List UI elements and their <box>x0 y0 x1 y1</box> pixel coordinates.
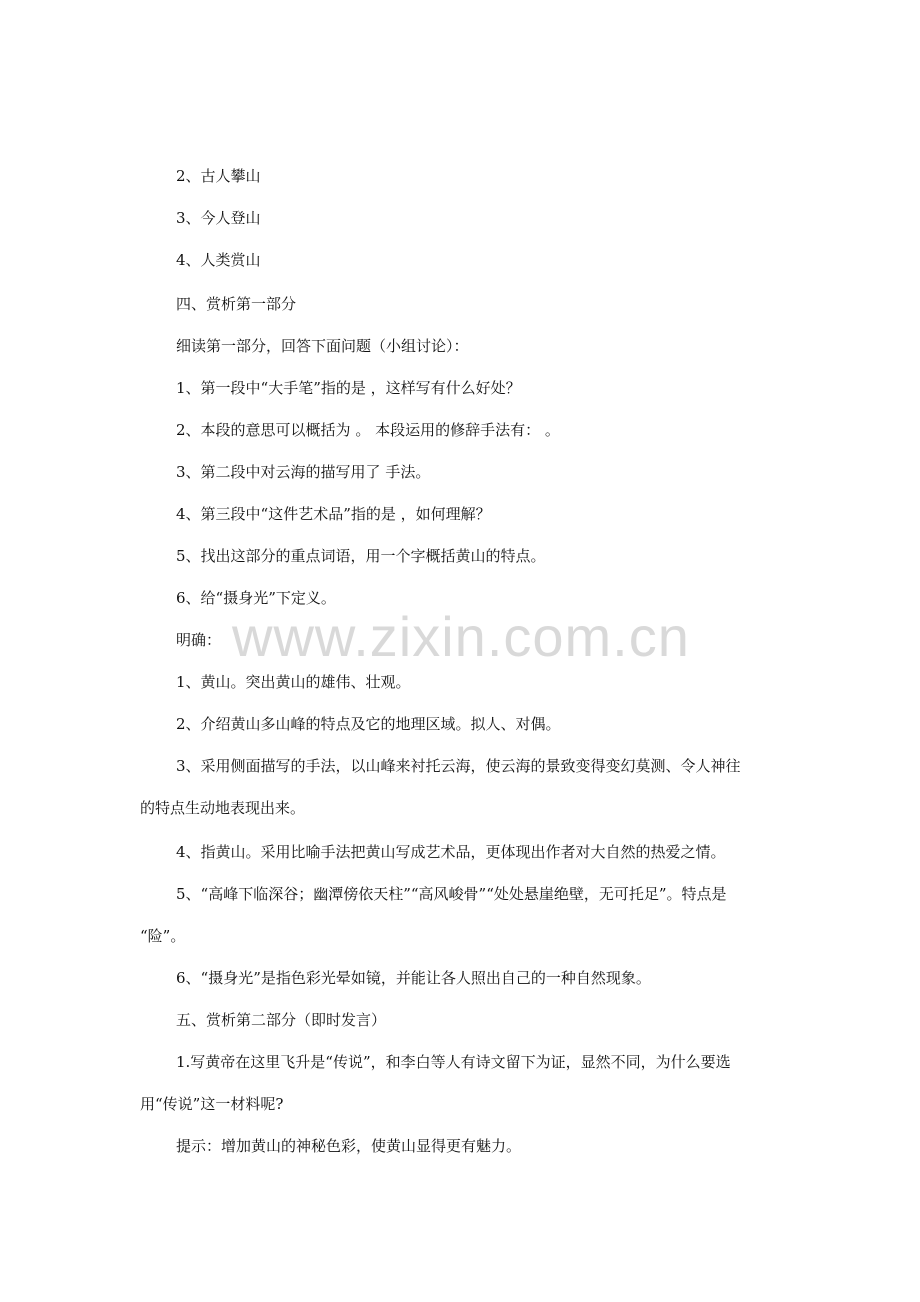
answer-2: 2、介绍黄山多山峰的特点及它的地理区域。拟人、对偶。 <box>176 715 561 733</box>
question-3: 3、第二段中对云海的描写用了 手法。 <box>176 463 431 481</box>
question-6: 6、给“摄身光”下定义。 <box>176 589 336 607</box>
outline-item-2: 2、古人攀山 <box>176 167 261 185</box>
answers-heading: 明确： <box>176 631 222 649</box>
answer-4: 4、指黄山。采用比喻手法把黄山写成艺术品，更体现出作者对大自然的热爱之情。 <box>176 843 726 861</box>
answer-5: 5、“高峰下临深谷；幽潭傍依天柱”“高风峻骨”“处处悬崖绝壁，无可托足”。特点是 <box>176 885 727 903</box>
answer-3: 3、采用侧面描写的手法，以山峰来衬托云海，使云海的景致变得变幻莫测、令人神往 <box>176 757 741 775</box>
question-1: 1、第一段中“大手笔”指的是 ，这样写有什么好处？ <box>176 379 521 397</box>
discussion-question-1: 1.写黄帝在这里飞升是“传说”，和李白等人有诗文留下为证，显然不同，为什么要选 <box>176 1053 731 1071</box>
answer-3-continued: 的特点生动地表现出来。 <box>140 799 306 817</box>
section-heading-5: 五、赏析第二部分（即时发言） <box>176 1011 387 1029</box>
instruction-text: 细读第一部分，回答下面问题（小组讨论）： <box>176 337 469 355</box>
discussion-question-1-continued: 用“传说”这一材料呢? <box>140 1095 284 1113</box>
outline-item-3: 3、今人登山 <box>176 209 261 227</box>
answer-1: 1、黄山。突出黄山的雄伟、壮观。 <box>176 673 411 691</box>
question-4: 4、第三段中“这件艺术品”指的是 ，如何理解？ <box>176 505 491 523</box>
question-5: 5、找出这部分的重点词语，用一个字概括黄山的特点。 <box>176 547 546 565</box>
question-2: 2、本段的意思可以概括为 。 本段运用的修辞手法有： 。 <box>176 421 560 439</box>
watermark: www.zixin.com.cn <box>232 605 690 668</box>
answer-6: 6、“摄身光”是指色彩光晕如镜，并能让各人照出自己的一种自然现象。 <box>176 969 651 987</box>
hint-text: 提示：增加黄山的神秘色彩，使黄山显得更有魅力。 <box>176 1137 522 1155</box>
answer-5-continued: “险”。 <box>140 927 186 945</box>
section-heading-4: 四、赏析第一部分 <box>176 295 297 313</box>
outline-item-4: 4、人类赏山 <box>176 251 261 269</box>
